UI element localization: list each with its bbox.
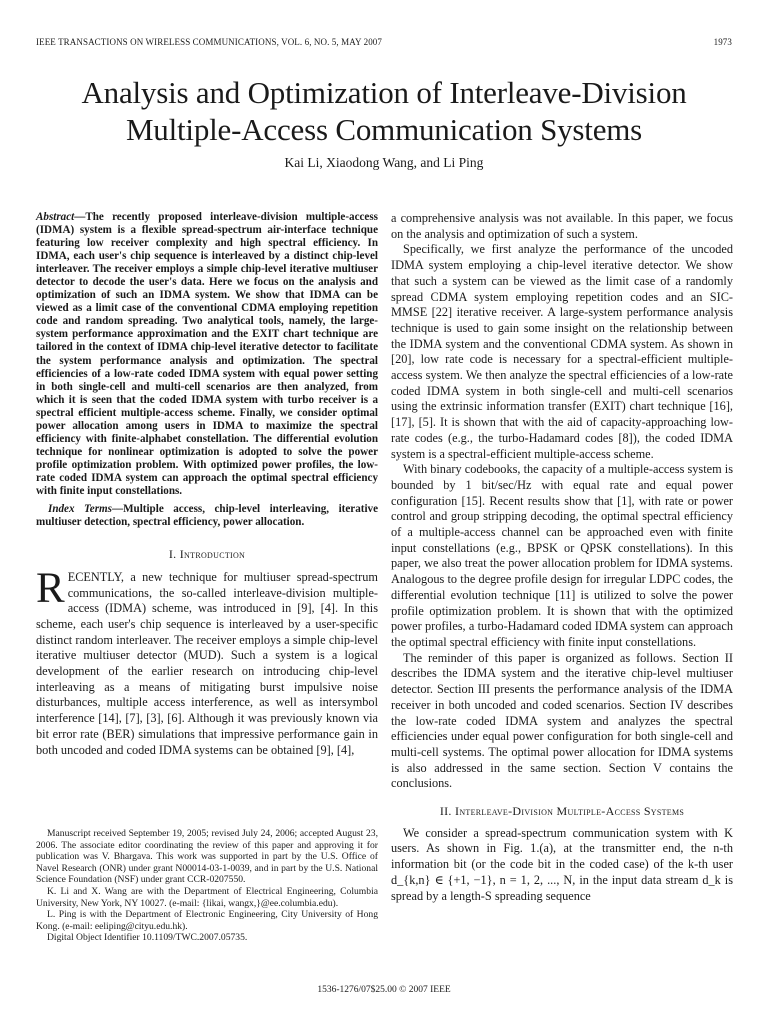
abstract-text: The recently proposed interleave-division multiple-access (IDMA) system is a flexible spread-spectrum air-interface technique featuring low receiver complexity and high spectral efficiency. In IDMA, each user's chip sequence is interleaved by a distinct chip-level interleaver. The receiver employs a simple chip-level iterative multiuser detector to decode the user's data. Here we focus on the analysis and optimization of such an IDMA system. We show that IDMA can be viewed as a limit case of the conventional CDMA employing repetition code and random spreading. Two analytical tools, namely, the large-system performance approximation and the EXIT chart technique are tailored in the context of IDMA chip-level iterative detector to facilitate the system performance analysis and optimization. The spectral efficiencies of a low-rate coded IDMA system with equal power setting in both single-cell and multi-cell scenarios are then analyzed, from which it is seen that the coded IDMA system with turbo receiver is a spectral efficient multiple-access scheme. Finally, we consider optimal power allocation among users in IDMA to maximize the spectral efficiency with finite-alphabet constellation. The differential evolution technique for nonlinear optimization is adopted to solve the power profile optimization problem. With optimized power profiles, the low-rate coded IDMA system can approach the optimal spectral efficiency with finite input constellations. [36, 211, 378, 497]
section-heading-introduction [36, 547, 378, 563]
drop-cap: R [36, 564, 65, 612]
section-heading-idma [391, 804, 733, 820]
abstract-dash: — [74, 211, 86, 223]
abstract [36, 211, 378, 498]
abstract-lead: Abstract [36, 211, 75, 223]
footnotes [36, 828, 378, 944]
footnote-doi: Digital Object Identifier 10.1109/TWC.2007.05735. [47, 932, 248, 944]
section-numeral: II. [439, 804, 456, 819]
running-header [36, 37, 732, 49]
paper-title [30, 74, 738, 148]
section-title: Interleave-Division Multiple-Access Systems [455, 804, 685, 819]
paragraph: Specifically, we first analyze the performance of the uncoded IDMA system employing a chip-level iterative detector. We show that such a system can be viewed as the limit case of a randomly spread CDMA system employing repetition codes and an SIC-MMSE [22] iterative receiver. A large-system performance analysis technique is used to gain some insight on the relationship between the IDMA system and the conventional CDMA system. As shown in [20], low rate code is necessary for a spectral-efficient multiple-access system. We then analyze the spectral efficiencies of a low-rate coded IDMA system in both single-cell and multi-cell scenarios using the extrinsic information transfer (EXIT) chart technique [16], [17], [5]. It is shown that with the aid of capacity-approaching low-rate codes (e.g., the turbo-Hadamard codes [8]), the coded IDMA system is a spectral-efficient multiple-access scheme. [391, 242, 733, 461]
footnote-affiliation-2: L. Ping is with the Department of Electronic Engineering, City University of Hong Kong. (e-mail: eeliping@cityu.edu.hk). [36, 909, 378, 932]
index-terms-text: Multiple access, chip-level interleaving, iterative multiuser detection, spectral efficiency, power allocation. [36, 503, 378, 529]
journal-name: IEEE TRANSACTIONS ON WIRELESS COMMUNICATIONS, VOL. 6, NO. 5, MAY 2007 [36, 37, 382, 47]
index-terms [36, 503, 378, 529]
copyright-footer: 1536-1276/07$25.00 © 2007 IEEE [317, 985, 451, 995]
author-list: Kai Li, Xiaodong Wang, and Li Ping [284, 155, 484, 170]
section-numeral: I. [168, 547, 180, 562]
section-title: Introduction [179, 547, 246, 562]
index-terms-dash: — [111, 503, 124, 516]
intro-paragraph-text: ECENTLY, a new technique for multiuser spread-spectrum communications, the so-called interleave-division multiple-access (IDMA) scheme, was introduced in [9], [4]. In this scheme, each user's chip sequence is interleaved by a user-specific distinct random interleaver. The receiver employs a simple chip-level iterative multiuser detector (MUD). Such a system is a logical development of the earlier research on introducing chip-level interleaving as a means of mitigating burst impulsive noise disturbances, multiple access interference, as well as intersymbol interference [14], [7], [3], [6]. Although it was previously known via bit error rate (BER) simulations that impressive performance gain in both uncoded and coded IDMA systems can be obtained [9], [4], [36, 569, 378, 757]
paragraph: We consider a spread-spectrum communication system with K users. As shown in Fig. 1.(a), at the transmitter end, the n-th information bit (or the code bit in the coded case) of the k-th user d_{k,n} ∈ {+1, −1}, n = 1, 2, ..., N, in the input data stream d_k is spread by a length-S spreading sequence [391, 825, 733, 903]
intro-paragraph [36, 564, 378, 758]
footnote-affiliation-1: K. Li and X. Wang are with the Department of Electrical Engineering, Columbia University, New York, NY 10027. (e-mail: {likai, wangx,}@ee.columbia.edu). [36, 885, 378, 909]
page-number: 1973 [713, 37, 732, 47]
paragraph: The reminder of this paper is organized as follows. Section II describes the IDMA system and the iterative chip-level multiuser detector. Section III presents the performance analysis of the IDMA receiver in both uncoded and coded scenarios. Section IV describes the low-rate coded IDMA system and analyzes the spectral efficiencies under equal power configuration for both single-cell and multi-cell systems. The optimal power allocation for IDMA systems is also addressed in the same section. Section V contains the conclusions. [391, 650, 733, 791]
title-line-1: Analysis and Optimization of Interleave-Division [81, 75, 687, 110]
paragraph: a comprehensive analysis was not available. In this paper, we focus on the analysis and optimization of such a system. [391, 211, 733, 241]
index-terms-lead: Index Terms [48, 503, 112, 516]
right-column [391, 211, 733, 904]
paragraph: With binary codebooks, the capacity of a multiple-access system is bounded by 1 bit/sec/Hz with equal rate and equal power configuration [15]. Recent results show that [1], with rate or power control and group stripping decoding, the optimal spectral efficiency of a multiple-access channel can be approached even with finite input constellations (e.g., BPSK or QPSK constellations). In this paper, we also treat the power allocation problem for IDMA systems. Analogous to the degree profile design for irregular LDPC codes, the differential evolution technique [11] is utilized to solve the power profile optimization problem. It is shown that with the optimized power profiles, a turbo-Hadamard coded IDMA system can approach the optimal spectral efficiency with finite input constellations. [391, 462, 733, 649]
footnote-manuscript: Manuscript received September 19, 2005; revised July 24, 2006; accepted August 23, 2006. The associate editor coordinating the review of this paper and approving it for publication was V. Bhargava. This work was supported in part by the U.S. Office of Navel Research (ONR) under grant N00014-03-1-0039, and in part by the U.S. National Science Foundation (NSF) under grant CCR-0207550. [36, 828, 378, 886]
left-column [36, 211, 378, 758]
title-line-2: Multiple-Access Communication Systems [125, 112, 643, 147]
